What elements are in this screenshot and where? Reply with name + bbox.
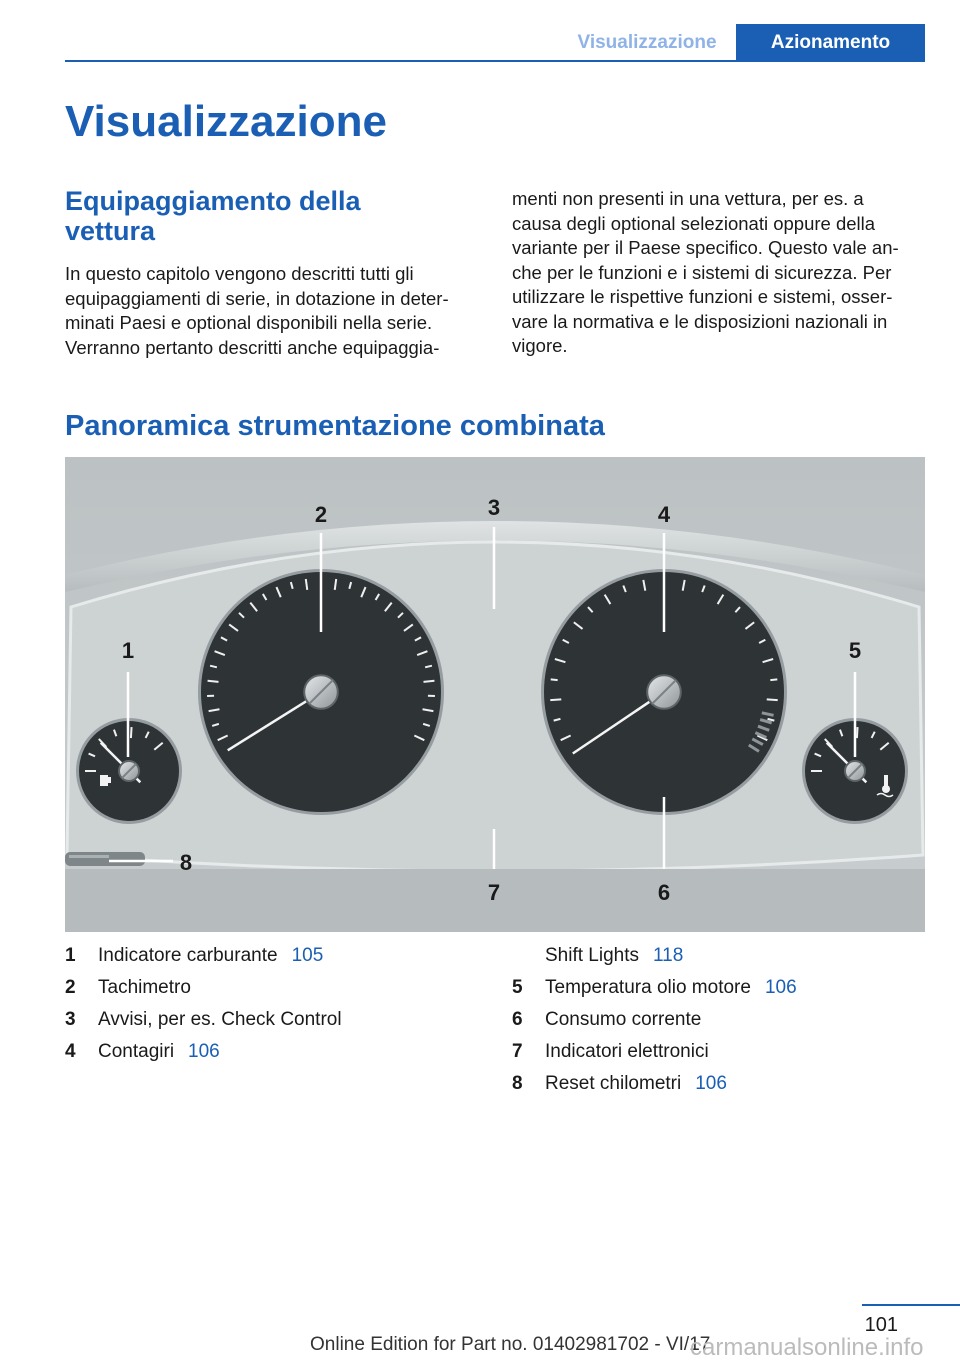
- legend-label-text: Shift Lights: [545, 945, 639, 966]
- tab-azionamento[interactable]: Azionamento: [736, 24, 925, 62]
- page-reference-link[interactable]: 106: [695, 1073, 727, 1094]
- legend-label: [98, 1007, 342, 1033]
- legend-label-text: Reset chilometri: [545, 1073, 682, 1094]
- tachometer-tick: [770, 679, 777, 680]
- trip-reset-button: [65, 852, 145, 866]
- paragraph-line: variante per il Paese specifico. Questo vale an‐: [512, 237, 899, 258]
- paragraph-line: Verranno pertanto descritti anche equipaggia‐: [65, 336, 440, 358]
- page-number: 101: [864, 1314, 898, 1336]
- legend-number: 5: [512, 977, 523, 998]
- callout-label-6: 6: [657, 880, 671, 905]
- legend-label-text: Contagiri: [98, 1041, 175, 1062]
- callout-label-8: 8: [179, 850, 193, 875]
- legend-label: [545, 943, 683, 969]
- trip-reset-highlight: [69, 855, 109, 858]
- legend-label: [545, 1039, 709, 1065]
- legend-label: [545, 975, 797, 1001]
- callout-label-2: 2: [314, 502, 328, 527]
- legend-label-text: Avvisi, per es. Check Control: [98, 1009, 342, 1030]
- legend-label: [98, 975, 191, 1001]
- paragraph-line: In questo capitolo vengono descritti tutti gli: [65, 263, 414, 284]
- footer-edition: Online Edition for Part no. 01402981702 - VI/17: [310, 1334, 711, 1355]
- callout-label-4: 4: [657, 502, 671, 527]
- section-heading-equipaggiamento: Equipaggiamento della vettura: [65, 186, 361, 246]
- paragraph-line: minati Paesi e optional disponibili nella serie.: [65, 312, 433, 333]
- paragraph-line: equipaggiamenti di serie, in dotazione in deter‐: [65, 287, 449, 309]
- callout-label-5: 5: [848, 638, 862, 663]
- page-title: Visualizzazione: [65, 97, 387, 146]
- footer-rule: [862, 1304, 960, 1306]
- tachometer-tick: [551, 679, 558, 680]
- legend-label-text: Indicatore carburante: [98, 945, 278, 966]
- legend-label-text: Tachimetro: [98, 977, 191, 998]
- speedometer-tick: [208, 681, 219, 682]
- instrument-cluster-figure: [65, 457, 925, 932]
- instrument-cluster-illustration: [65, 457, 925, 932]
- callout-label-7: 7: [487, 880, 501, 905]
- section-heading-panoramica: Panoramica strumentazione combinata: [65, 410, 605, 442]
- paragraph-line: che per le funzioni e i sistemi di sicurezza. Per: [512, 261, 892, 283]
- tachometer-tick: [550, 699, 561, 700]
- legend-label-text: Consumo corrente: [545, 1009, 702, 1030]
- page-reference-link[interactable]: 106: [764, 977, 797, 998]
- oil-temperature-gauge-tick: [857, 727, 858, 738]
- tab-visualizzazione[interactable]: Visualizzazione: [577, 32, 717, 53]
- legend-label: [545, 1071, 727, 1097]
- legend-number: 1: [65, 945, 76, 966]
- page-reference-link[interactable]: 106: [188, 1041, 220, 1062]
- paragraph-line: vigore.: [512, 335, 568, 356]
- paragraph-line: utilizzare le rispettive funzioni e sistemi, osser‐: [512, 286, 893, 307]
- tachometer-tick: [767, 699, 778, 700]
- legend-number: 2: [65, 977, 76, 998]
- page-reference-link[interactable]: 118: [653, 945, 684, 966]
- paragraph-line: menti non presenti in una vettura, per es. a: [512, 188, 864, 209]
- intro-paragraph-left: [65, 262, 485, 360]
- paragraph-line: causa degli optional selezionati oppure della: [512, 212, 876, 234]
- intro-paragraph-right: [512, 187, 932, 359]
- paragraph-line: vare la normativa e le disposizioni nazionali in: [512, 310, 888, 332]
- legend-label-text: Temperatura olio motore: [545, 977, 751, 998]
- legend-number: 8: [512, 1073, 523, 1094]
- legend-number: 4: [65, 1041, 76, 1062]
- legend-label-text: Indicatori elettronici: [545, 1041, 709, 1062]
- watermark: carmanualsonline.info: [690, 1334, 924, 1361]
- legend-label: [98, 943, 323, 969]
- fuel-gauge-tick: [131, 727, 132, 738]
- legend-label: [545, 1007, 701, 1033]
- legend-number: 7: [512, 1041, 523, 1062]
- callout-label-1: 1: [121, 638, 135, 663]
- speedometer-tick: [423, 681, 434, 682]
- legend-number: 6: [512, 1009, 523, 1030]
- legend-number: 3: [65, 1009, 76, 1030]
- legend-label: [98, 1039, 220, 1065]
- page-reference-link[interactable]: 105: [291, 945, 324, 966]
- callout-label-3: 3: [487, 495, 501, 520]
